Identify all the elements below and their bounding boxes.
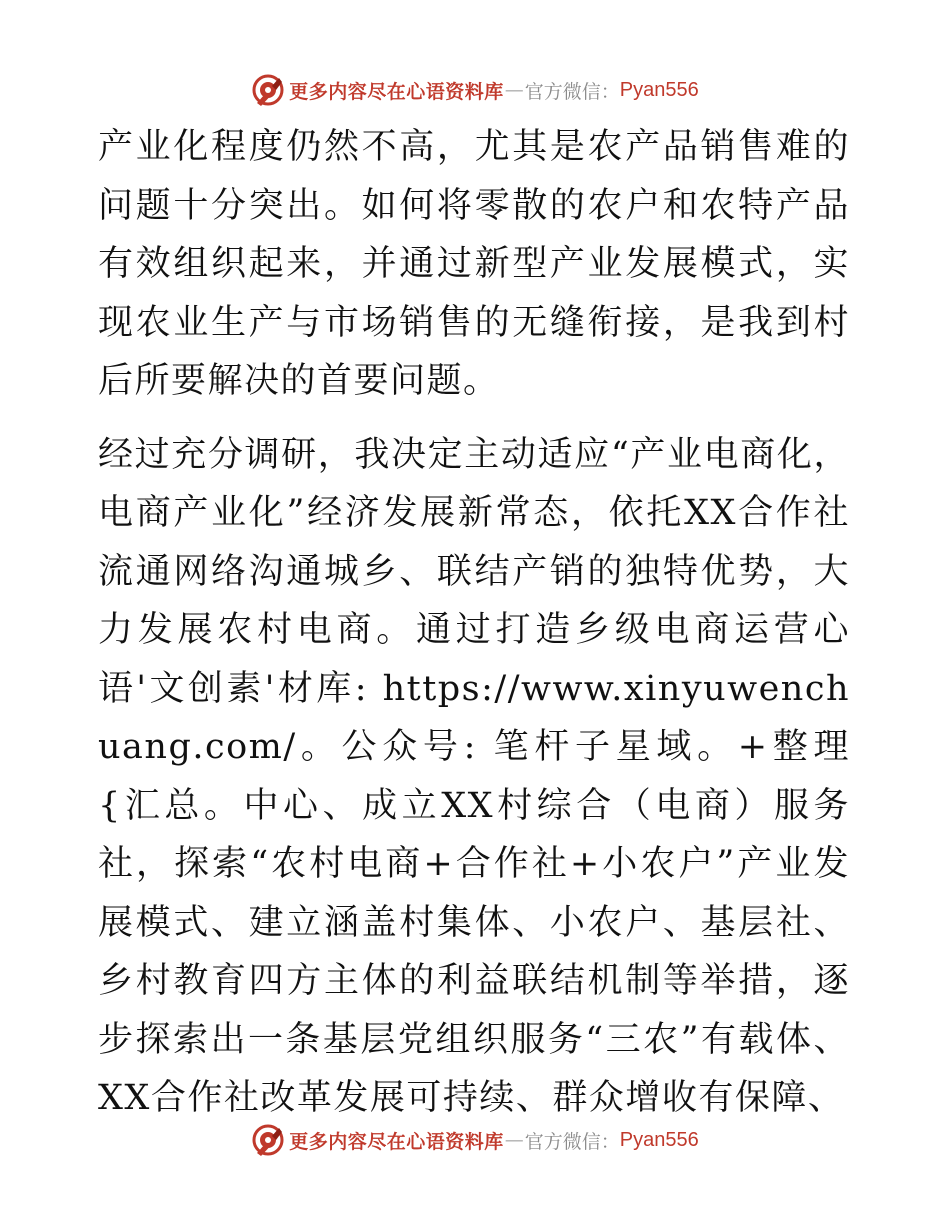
pen-logo-icon: [251, 73, 285, 107]
paragraph: 产业化程度仍然不高，尤其是农产品销售难的问题十分突出。如何将零散的农户和农特产品有效组织起来，并通过新型产业发展模式，实现农业生产与市场销售的无缝衔接，是我到村后所要解决的首要问题。: [98, 127, 850, 401]
watermark-dash: —: [504, 1129, 524, 1151]
header-watermark: [0, 70, 950, 110]
paragraph: 经过充分调研，我决定主动适应“产业电商化，电商产业化”经济发展新常态，依托XX合作社流通网络沟通城乡、联结产销的独特优势，大力发展农村电商。通过打造乡级电商运营心语'文创素'材库: https://www.xinyuwenchuang.com/。公众号: 笔杆子星域。+整理{汇总。中心、成立XX村综合（电商）服务社，探索“农村电商+合作社+小农户”产业发展模式、建立涵盖村集体、小农户、基层社、乡村教育四方主体的利益联结机制等举措，逐步探索出一条基层党组织服务“三农”有载体、XX合作社改革发展可持续、群众增收有保障、: [98, 434, 850, 1118]
document-body: [98, 118, 850, 1128]
watermark-wechat-handle: Pyan556: [619, 78, 699, 101]
watermark-sub-text: 官方微信：: [524, 1130, 620, 1153]
watermark-main-text: 更多内容尽在心语资料库: [289, 1130, 504, 1153]
watermark-dash: —: [504, 79, 524, 101]
watermark-sub-text: 官方微信：: [524, 80, 620, 103]
pen-logo-icon: [251, 1123, 285, 1157]
watermark-wechat-handle: Pyan556: [619, 1128, 699, 1151]
footer-watermark: [0, 1120, 950, 1160]
watermark-main-text: 更多内容尽在心语资料库: [289, 80, 504, 103]
